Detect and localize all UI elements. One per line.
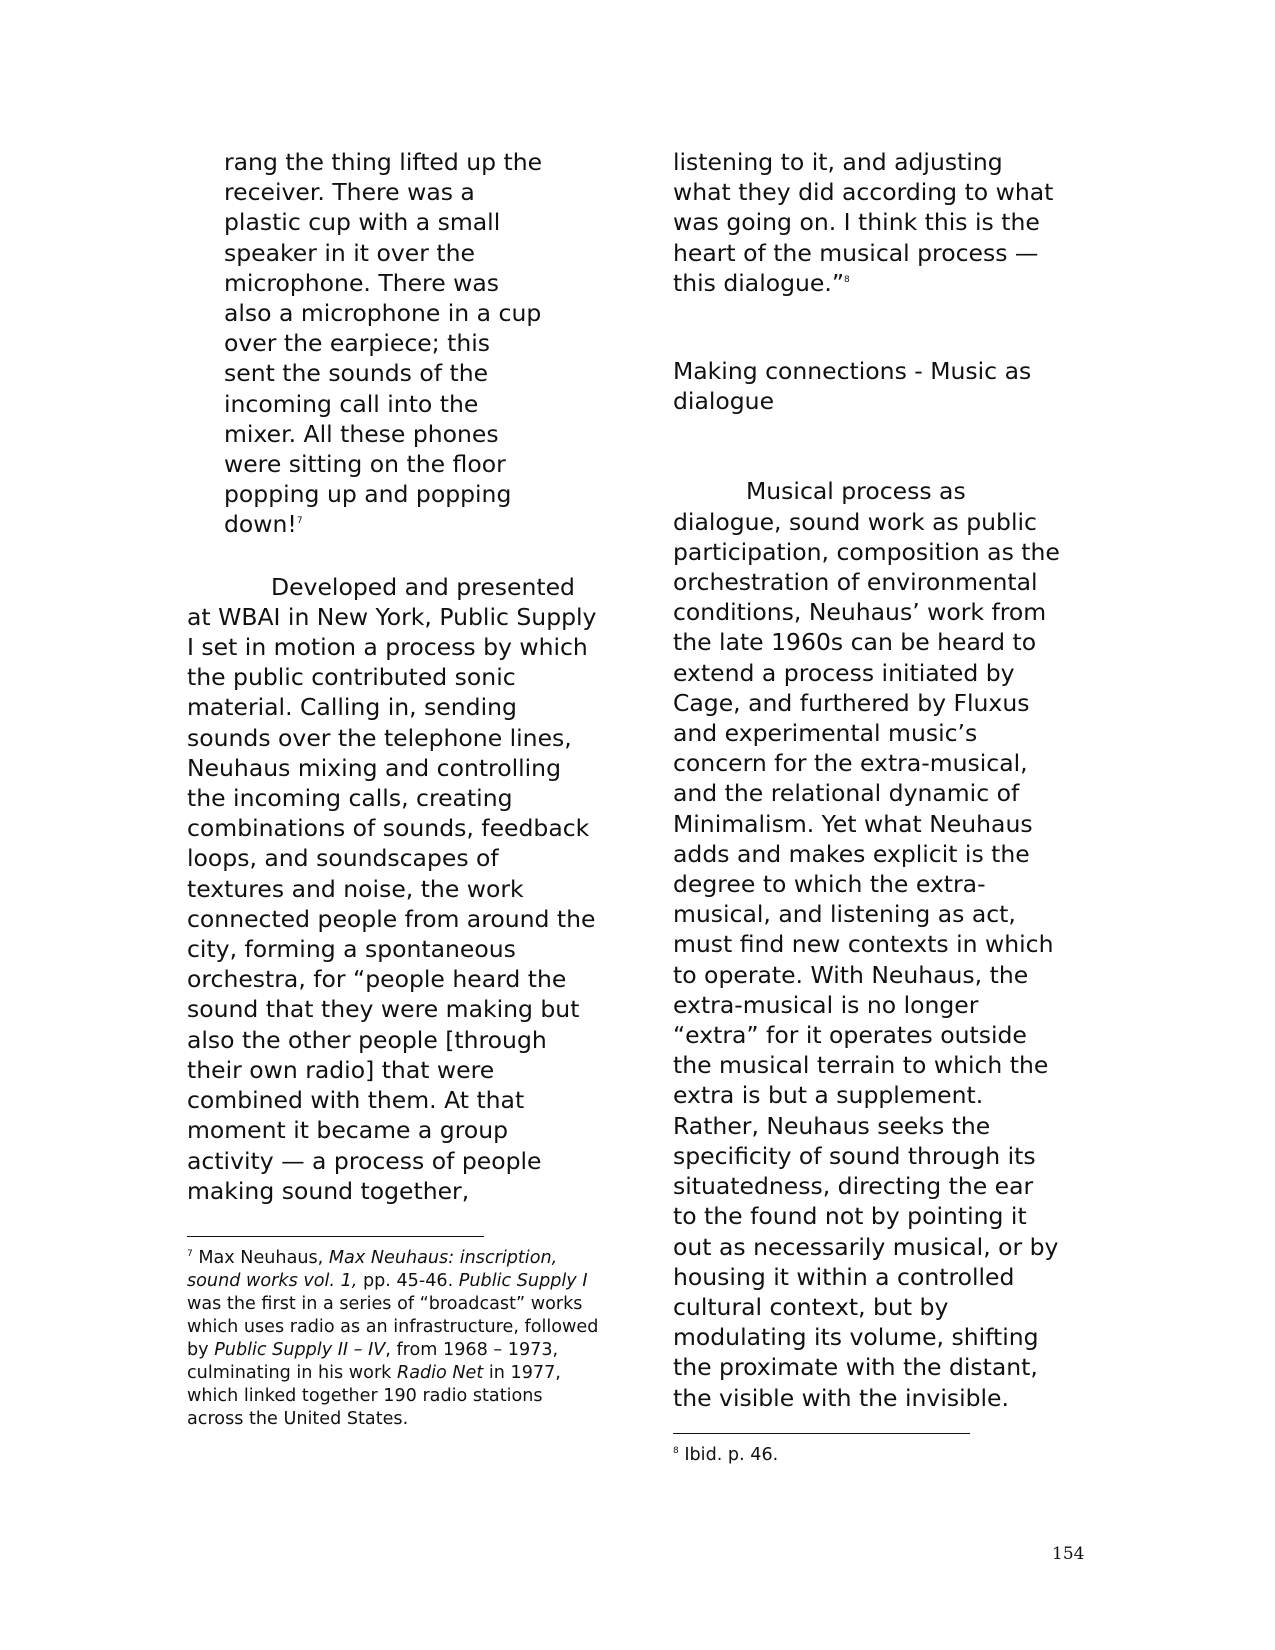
heading-line: dialogue xyxy=(673,387,775,416)
paragraph-line: Rather, Neuhaus seeks the xyxy=(673,1111,991,1140)
left-column xyxy=(187,147,602,1431)
quote-line: rang the thing lifted up the xyxy=(224,148,543,176)
quote-line: receiver. There was a xyxy=(224,178,475,207)
paragraph-line: Minimalism. Yet what Neuhaus xyxy=(673,809,1033,838)
quote-line: popping up and popping xyxy=(224,480,512,509)
body-paragraph-public-supply: Developed and presented at WBAI in New York, Public Supply I set in motion a process by which the public contributed sonic material. Calling in, sending sounds over the telephone lines, Neuhaus mixing and controlling the incoming calls, creating combinations of sounds, feedback loops, and soundscapes of textures and noise, the work connected people from around the city, forming a spontaneous orchestra, for “people heard the sound that they were making but also the other people [through their own radio] that were combined with them. At that moment it became a group activity — a process of people making sound together, xyxy=(187,572,597,1205)
paragraph-line: the late 1960s can be heard to xyxy=(673,628,1037,657)
quote-line: sent the sounds of the xyxy=(224,359,489,388)
paragraph-line: Cage, and furthered by Fluxus xyxy=(673,688,1030,717)
quote-line xyxy=(673,268,1093,298)
paragraph-line: the proximate with the distant, xyxy=(673,1353,1038,1382)
paragraph-line: musical, and listening as act, xyxy=(673,900,1016,929)
quote-line: plastic cup with a small xyxy=(224,208,501,237)
footnote-reference: 7 xyxy=(296,516,303,527)
footnote-text: was the first in a series of “broadcast” works which uses radio as an infrastructure, followed by xyxy=(187,1293,599,1360)
quote-line-text: this dialogue.” xyxy=(673,268,845,297)
paragraph-line: extra is but a supplement. xyxy=(673,1081,984,1110)
quote-line: were sitting on the floor xyxy=(224,450,506,479)
paragraph-line: dialogue, sound work as public xyxy=(673,507,1037,536)
footnote-8 xyxy=(673,1444,1093,1467)
footnote-marker: 7 xyxy=(187,1249,193,1260)
paragraph-line: extend a process initiated by xyxy=(673,658,1015,687)
footnote-text: Ibid. p. 46. xyxy=(678,1444,779,1465)
paragraph-line: orchestration of environmental xyxy=(673,568,1038,597)
quote-line: was going on. I think this is the xyxy=(673,208,1040,237)
page-number: 154 xyxy=(1052,1544,1085,1564)
paragraph-line: extra-musical is no longer xyxy=(673,990,979,1019)
paragraph-line: Musical process as xyxy=(746,477,966,506)
quote-continuation xyxy=(673,147,1093,298)
footnote-work-title: Public Supply II – IV xyxy=(214,1339,386,1360)
quote-line: incoming call into the xyxy=(224,389,479,418)
paragraph-line: out as necessarily musical, or by xyxy=(673,1232,1059,1261)
paragraph-line: situatedness, directing the ear xyxy=(673,1172,1034,1201)
right-column xyxy=(673,147,1093,1467)
footnote-7 xyxy=(187,1247,602,1431)
paragraph-line: participation, composition as the xyxy=(673,537,1060,566)
paragraph-line: adds and makes explicit is the xyxy=(673,839,1030,868)
footnote-author: Max Neuhaus, xyxy=(198,1247,329,1268)
quote-line: mixer. All these phones xyxy=(224,419,499,448)
footnote-work-title: Public Supply I xyxy=(458,1270,588,1291)
footnote-text: , from 1968 – 1973, culminating in his work xyxy=(187,1339,559,1383)
paragraph-line: the visible with the invisible. xyxy=(673,1383,1009,1412)
quote-line: over the earpiece; this xyxy=(224,329,490,358)
quote-line: speaker in it over the xyxy=(224,238,475,267)
heading-line: Making connections - Music as xyxy=(673,357,1032,386)
paragraph-line: the musical terrain to which the xyxy=(673,1051,1049,1080)
paragraph-line: degree to which the extra- xyxy=(673,870,986,899)
footnote-pages: pp. 45-46. xyxy=(357,1270,459,1291)
footnote-marker: 8 xyxy=(673,1445,679,1456)
quote-line xyxy=(224,509,582,539)
quote-line: what they did according to what xyxy=(673,178,1054,207)
paragraph-line: to operate. With Neuhaus, the xyxy=(673,960,1029,989)
paragraph-line: and the relational dynamic of xyxy=(673,779,1020,808)
quote-line: listening to it, and adjusting xyxy=(673,148,1003,176)
paragraph-line: “extra” for it operates outside xyxy=(673,1021,1027,1050)
body-paragraph-dialogue xyxy=(673,476,1093,1412)
paragraph-line: cultural context, but by xyxy=(673,1292,949,1321)
paragraph-line: modulating its volume, shifting xyxy=(673,1323,1039,1352)
quote-line: heart of the musical process — xyxy=(673,238,1039,267)
paragraph-line: specificity of sound through its xyxy=(673,1141,1036,1170)
footnote-work-title: Radio Net xyxy=(396,1362,484,1383)
section-heading xyxy=(673,356,1093,416)
paragraph-line: must find new contexts in which xyxy=(673,930,1054,959)
paragraph-line: conditions, Neuhaus’ work from xyxy=(673,598,1047,627)
quote-line: microphone. There was xyxy=(224,268,499,297)
paragraph-line: to the found not by pointing it xyxy=(673,1202,1027,1231)
quote-line-text: down! xyxy=(224,510,297,539)
footnote-reference: 8 xyxy=(844,274,850,285)
footnote-text: in 1977, which linked together 190 radio stations across the United States. xyxy=(187,1362,561,1429)
paragraph-line: concern for the extra-musical, xyxy=(673,749,1028,778)
paragraph-line: housing it within a controlled xyxy=(673,1262,1015,1291)
footnote-book-title: Max Neuhaus: inscription, sound works vol. 1, xyxy=(187,1247,558,1291)
quote-line: also a microphone in a cup xyxy=(224,299,542,328)
block-quote-lines xyxy=(224,147,582,540)
paragraph-line: and experimental music’s xyxy=(673,719,978,748)
block-quote xyxy=(224,147,582,540)
